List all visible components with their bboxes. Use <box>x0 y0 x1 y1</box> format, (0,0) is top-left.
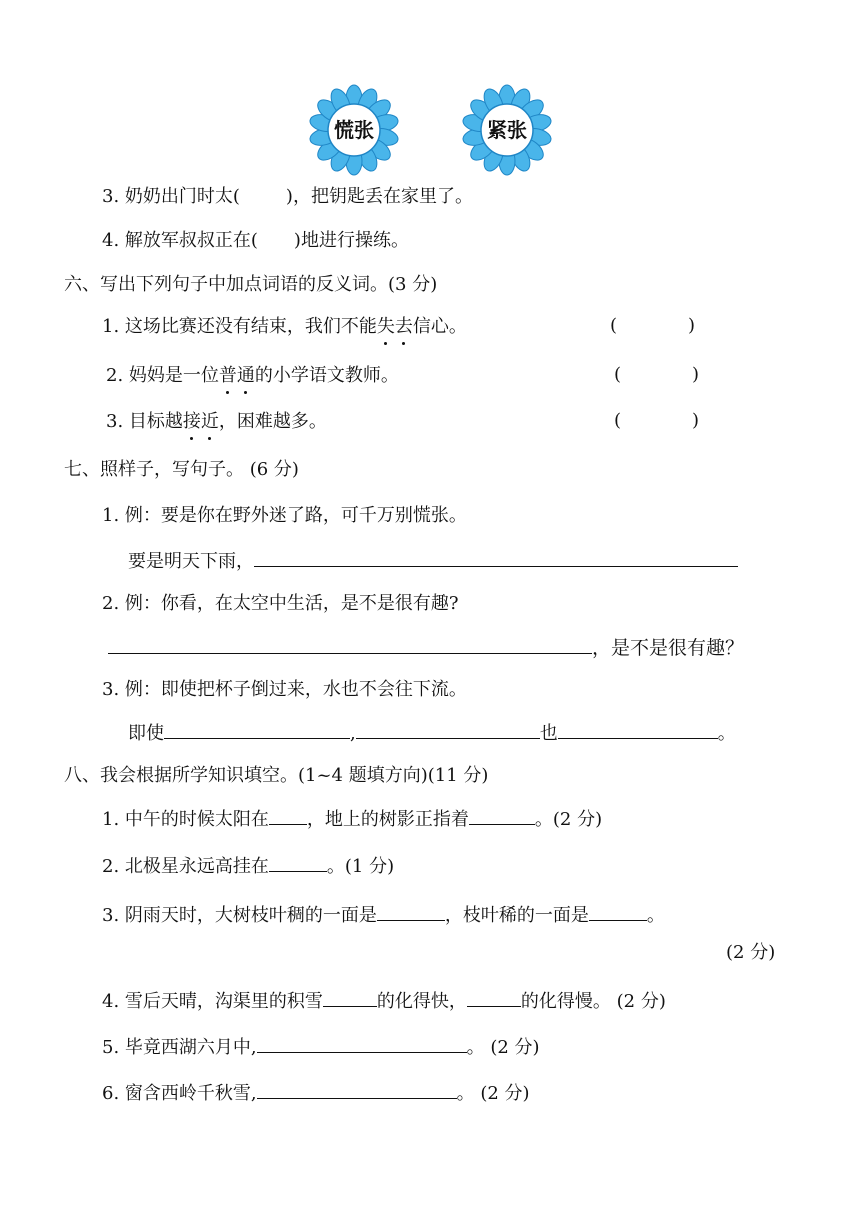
s8-q2-b: 。(1 分) <box>326 856 395 877</box>
s8-q3-a: 3. 阴雨天时，大树枝叶稠的一面是 <box>102 905 377 926</box>
s6-q1-answer-blank[interactable] <box>622 315 684 337</box>
s8-q5-blank[interactable] <box>257 1034 467 1053</box>
s7-fill-2 <box>108 635 744 660</box>
s8-q5-a: 5. 毕竟西湖六月中, <box>102 1037 257 1058</box>
s6-q2-answer-close-paren: ) <box>692 364 700 385</box>
s6-q1-post: 信心。 <box>412 316 467 337</box>
s7-fill-2-blank[interactable] <box>108 635 592 654</box>
s7-example-2: 2. 例：你看，在太空中生活，是不是很有趣? <box>102 593 459 614</box>
s8-q2-a: 2. 北极星永远高挂在 <box>102 856 269 877</box>
section-7-title: 七、照样子，写句子。 (6 分) <box>64 459 299 480</box>
s7-fill-1-prefix: 要是明天下雨， <box>128 551 254 572</box>
s5-question-3 <box>102 185 473 209</box>
flower-badge-jinzhang <box>461 84 553 176</box>
s6-q3-answer-close-paren: ) <box>692 410 700 431</box>
s8-q6-blank[interactable] <box>257 1080 457 1099</box>
s7-fill-1-blank[interactable] <box>254 548 738 567</box>
s8-q1-a: 1. 中午的时候太阳在 <box>102 809 269 830</box>
s5-q3-text-a: 3. 奶奶出门时太( <box>102 186 240 207</box>
flower-word: 慌张 <box>334 118 374 142</box>
s8-q1-blank-1[interactable] <box>269 806 307 825</box>
s7-example-3: 3. 例：即使把杯子倒过来，水也不会往下流。 <box>102 679 467 700</box>
s6-q3-answer-blank[interactable] <box>626 410 688 432</box>
s7-fill-1 <box>128 548 738 574</box>
s5-question-4 <box>102 229 409 253</box>
flower-badge-huangzhang <box>308 84 400 176</box>
s6-q3-answer-open-paren: ( <box>614 410 622 431</box>
section-6-title: 六、写出下列句子中加点词语的反义词。(3 分) <box>64 274 438 295</box>
s8-q3-c: 。 <box>646 905 665 926</box>
s8-question-4 <box>102 988 666 1014</box>
s8-q3-b: ，枝叶稀的一面是 <box>444 905 589 926</box>
s7-fill-3-d: 。 <box>717 723 736 744</box>
s6-q1-pre: 1. 这场比赛还没有结束，我们不能 <box>102 316 377 337</box>
s7-fill-3-b: , <box>350 723 356 744</box>
s7-fill-3-blank-2[interactable] <box>356 720 540 739</box>
flower-word: 紧张 <box>487 118 527 142</box>
s8-q1-c: 。(2 分) <box>534 809 603 830</box>
s6-q2-pre: 2. 妈妈是一位 <box>106 365 219 386</box>
s6-q2-dotted-char: 普 <box>218 365 237 386</box>
s8-question-5 <box>102 1034 540 1060</box>
s5-q4-text-b: )地进行操练。 <box>293 230 409 251</box>
s7-fill-3-c: 也 <box>539 723 558 744</box>
s8-q4-blank-1[interactable] <box>323 988 377 1007</box>
s6-question-3 <box>106 410 327 434</box>
s8-q3-score: (2 分) <box>726 942 776 963</box>
s8-question-1 <box>102 806 602 832</box>
s6-q2-answer-blank[interactable] <box>626 364 688 386</box>
s6-q1-answer-open-paren: ( <box>610 315 618 336</box>
s7-fill-2-suffix: ，是不是很有趣？ <box>592 637 745 659</box>
s5-q4-text-a: 4. 解放军叔叔正在( <box>102 230 258 251</box>
s8-q4-blank-2[interactable] <box>467 988 521 1007</box>
s8-q1-b: ，地上的树影正指着 <box>306 809 469 830</box>
s8-q2-blank[interactable] <box>269 853 327 872</box>
s8-q5-b: 。 (2 分) <box>466 1037 540 1058</box>
s8-question-6 <box>102 1080 530 1106</box>
s6-q3-post: ，困难越多。 <box>218 411 327 432</box>
s6-q3-dotted-char: 接 <box>182 411 201 432</box>
s6-question-2 <box>106 364 399 388</box>
s7-fill-3 <box>128 720 736 746</box>
s5-q3-text-b: )，把钥匙丢在家里了。 <box>285 186 473 207</box>
s8-q3-blank-1[interactable] <box>377 902 445 921</box>
s8-question-3 <box>102 902 665 928</box>
s8-q4-c: 的化得慢。 (2 分) <box>520 991 666 1012</box>
s7-fill-3-a: 即使 <box>128 723 164 744</box>
s6-q1-dotted-char: 失 <box>376 316 395 337</box>
s8-q6-a: 6. 窗含西岭千秋雪, <box>102 1083 257 1104</box>
s6-q3-dotted-char: 近 <box>200 411 219 432</box>
s6-question-1 <box>102 315 467 339</box>
s7-fill-3-blank-1[interactable] <box>164 720 350 739</box>
s6-q1-answer-close-paren: ) <box>688 315 696 336</box>
s6-q2-dotted-char: 通 <box>236 365 255 386</box>
s8-question-2 <box>102 853 394 879</box>
s8-q4-a: 4. 雪后天晴，沟渠里的积雪 <box>102 991 323 1012</box>
s6-q3-pre: 3. 目标越 <box>106 411 183 432</box>
s8-q4-b: 的化得快， <box>376 991 467 1012</box>
s7-example-1: 1. 例：要是你在野外迷了路，可千万别慌张。 <box>102 505 467 526</box>
s8-q3-blank-2[interactable] <box>589 902 647 921</box>
s6-q2-post: 的小学语文教师。 <box>254 365 399 386</box>
s8-q6-b: 。 (2 分) <box>456 1083 530 1104</box>
s6-q1-dotted-char: 去 <box>394 316 413 337</box>
section-8-title: 八、我会根据所学知识填空。(1~4 题填方向)(11 分) <box>64 765 489 786</box>
s6-q2-answer-open-paren: ( <box>614 364 622 385</box>
s7-fill-3-blank-3[interactable] <box>558 720 718 739</box>
s8-q1-blank-2[interactable] <box>469 806 535 825</box>
